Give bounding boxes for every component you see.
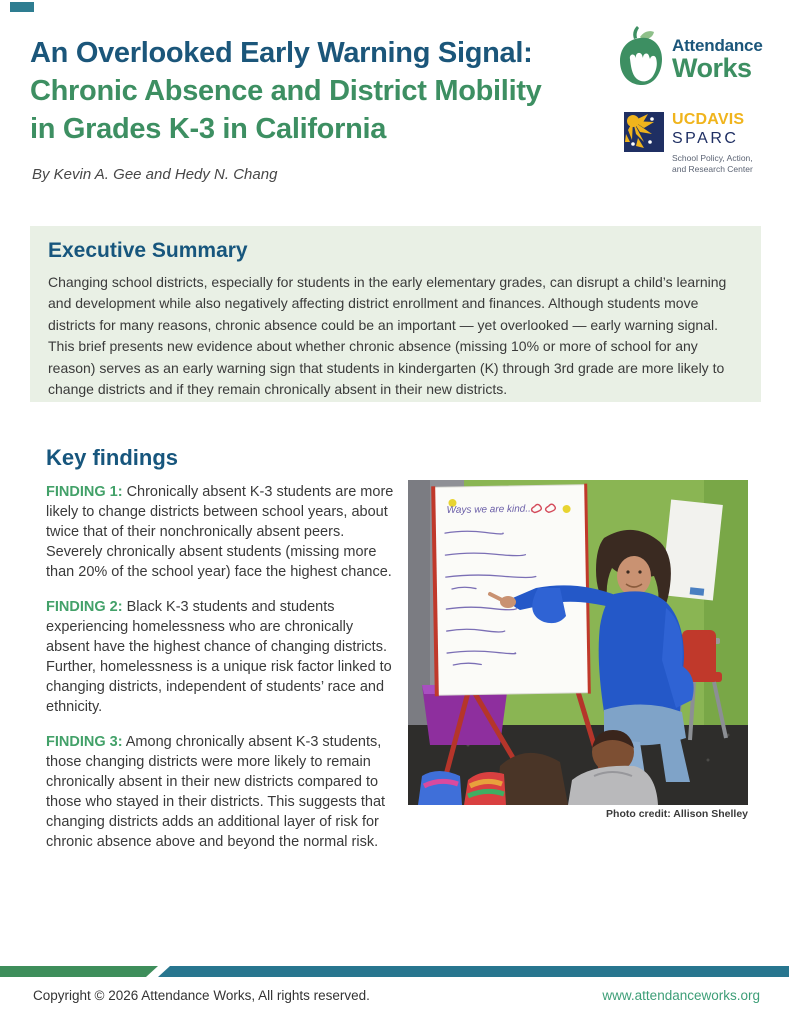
- sparc-sunburst-icon: [624, 112, 664, 176]
- title-line-2: Chronic Absence and District Mobility: [30, 75, 542, 107]
- footer-divider-bar: [0, 966, 789, 977]
- ucdavis-sparc-logo: [624, 112, 753, 176]
- sparc-word: SPARC: [672, 129, 739, 147]
- byline: By Kevin A. Gee and Hedy N. Chang: [32, 166, 278, 183]
- page-title: [30, 34, 610, 148]
- classroom-photo: [408, 480, 748, 805]
- davis-letters: DAVIS: [695, 111, 745, 128]
- sparc-tagline-line2: and Research Center: [672, 164, 753, 175]
- attendance-works-wordmark: [672, 37, 763, 82]
- footer-bar-green-segment: [0, 966, 160, 977]
- attendance-works-logo: [616, 25, 763, 94]
- ucdavis-word: [672, 112, 753, 129]
- corner-accent-mark: [10, 2, 34, 12]
- finding-2-text: Black K-3 students and students experiencing homelessness who are chronically absent have the highest chance of changing districts. Further, homelessness is a unique risk factor linked to changing districts, independent of students’ race and ethnicity.: [46, 599, 392, 715]
- finding-3-label: FINDING 3:: [46, 734, 123, 750]
- works-word: Works: [672, 53, 752, 83]
- executive-summary-body: Changing school districts, especially for students in the early elementary grades, can disrupt a child’s learning and development while also negatively affecting district enrollment and finances. Although students move districts for many reasons, chronic absence could be an important — yet overlooked — early warning signal. This brief presents new evidence about whether chronic absence (missing 10% or more of school for any reason) serves as an early warning sign that students in kindergarten (K) through 3rd grade are more likely to change districts and if they remain chronically absent in their new districts.: [48, 274, 727, 398]
- apple-hand-icon: [616, 25, 666, 94]
- photo-credit: Photo credit: Allison Shelley: [606, 808, 748, 820]
- title-line-3: in Grades K-3 in California: [30, 113, 387, 145]
- finding-2-label: FINDING 2:: [46, 599, 123, 615]
- key-findings-list: [46, 482, 394, 867]
- finding-1-text: Chronically absent K-3 students are more likely to change districts between school years, about twice that of their nonchronically absent peers. Severely chronically absent students (missing more than 20% of the school year) face the highest chance.: [46, 484, 394, 580]
- executive-summary-box: [30, 226, 761, 402]
- whiteboard-title-text: Ways we are kind...: [446, 503, 534, 517]
- finding-3-text: Among chronically absent K-3 students, those changing districts were more likely to remain chronically absent in their new districts compared to those who stayed in their districts. This suggests that changing districts adds an additional layer of risk for chronic absence above and beyond the normal risk.: [46, 734, 386, 850]
- website-link[interactable]: www.attendanceworks.org: [602, 988, 760, 1003]
- sparc-tagline-line1: School Policy, Action,: [672, 152, 753, 163]
- finding-2: [46, 597, 394, 717]
- finding-3: [46, 732, 394, 852]
- ucdavis-sparc-wordmark: [672, 112, 753, 176]
- executive-summary-heading: Executive Summary: [48, 239, 248, 262]
- key-findings-heading: Key findings: [46, 445, 179, 470]
- title-line-1: An Overlooked Early Warning Signal:: [30, 37, 533, 69]
- attendance-word: Attendance: [672, 36, 763, 55]
- uc-letters: UC: [672, 111, 696, 128]
- finding-1-label: FINDING 1:: [46, 484, 123, 500]
- sparc-tagline: [672, 153, 753, 176]
- copyright-text: Copyright © 2026 Attendance Works, All rights reserved.: [33, 988, 370, 1003]
- finding-1: [46, 482, 394, 582]
